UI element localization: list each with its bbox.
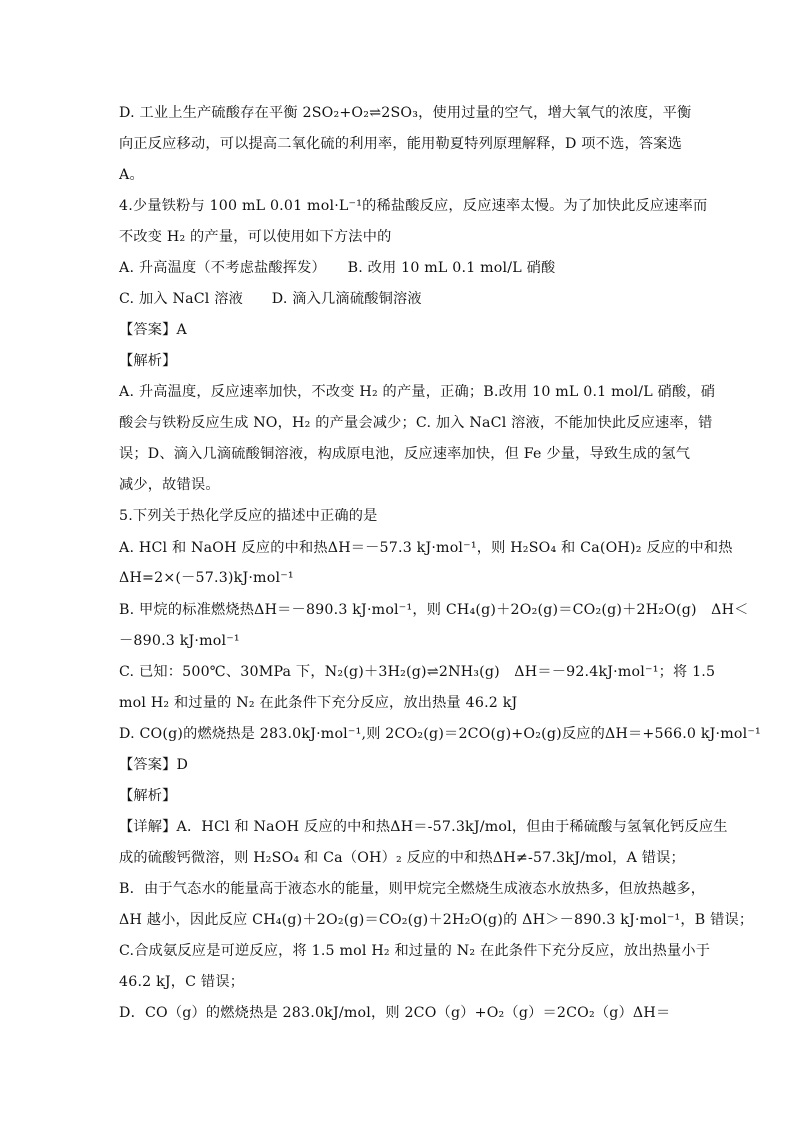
question-5-option-a: A. HCl 和 NaOH 反应的中和热ΔH＝－57.3 kJ·mol⁻¹，则 H₂SO₄ 和 Ca(OH)₂ 反应的中和热 [119,540,733,556]
text-line: 向正反应移动，可以提高二氧化硫的利用率，能用勒夏特列原理解释，D 项不选，答案选 [119,136,683,152]
detail-text: 46.2 kJ，C 错误； [119,974,245,990]
question-4-options: A. 升高温度（不考虑盐酸挥发） B. 改用 10 mL 0.1 mol/L 硝酸 [119,260,556,276]
question-4-stem: 4.少量铁粉与 100 mL 0.01 mol·L⁻¹的稀盐酸反应，反应速率太慢。为了加快此反应速率而 [119,198,708,214]
analysis-label: 【解析】 [119,788,177,804]
question-5-option-c: C. 已知：500℃、30MPa 下，N₂(g)＋3H₂(g)⇌2NH₃(g) ΔH＝－92.4kJ·mol⁻¹；将 1.5 [119,664,716,680]
detail-text: C.合成氨反应是可逆反应，将 1.5 mol H₂ 和过量的 N₂ 在此条件下充分反应，放出热量小于 [119,943,711,959]
detail-text: B．由于气态水的能量高于液态水的能量，则甲烷完全燃烧生成液态水放热多，但放热越多， [119,881,706,897]
question-5-option-c: mol H₂ 和过量的 N₂ 在此条件下充分反应，放出热量 46.2 kJ [119,695,518,711]
text-line: D. 工业上生产硫酸存在平衡 2SO₂+O₂⇌2SO₃，使用过量的空气，增大氧气的浓度，平衡 [119,105,692,121]
question-5-option-b: －890.3 kJ·mol⁻¹ [119,633,240,649]
detail-text: D．CO（g）的燃烧热是 283.0kJ/mol，则 2CO（g）+O₂（g）＝2CO₂（g）ΔH＝ [119,1005,671,1021]
question-5-option-d: D. CO(g)的燃烧热是 283.0kJ·mol⁻¹,则 2CO₂(g)＝2CO(g)+O₂(g)反应的ΔH＝+566.0 kJ·mol⁻¹ [119,726,761,742]
detail-text: 【详解】A．HCl 和 NaOH 反应的中和热ΔH＝-57.3kJ/mol，但由于稀硫酸与氢氧化钙反应生 [119,819,728,835]
analysis-text: 减少，故错误。 [119,477,220,493]
text-line: A。 [119,167,144,183]
detail-text: 成的硫酸钙微溶，则 H₂SO₄ 和 Ca（OH）₂ 反应的中和热ΔH≠-57.3kJ/mol，A 错误； [119,850,685,866]
analysis-text: 酸会与铁粉反应生成 NO，H₂ 的产量会减少；C. 加入 NaCl 溶液，不能加快此反应速率，错 [119,415,713,431]
analysis-label: 【解析】 [119,353,177,369]
question-5-option-b: B. 甲烷的标准燃烧热ΔH＝－890.3 kJ·mol⁻¹，则 CH₄(g)＋2O₂(g)＝CO₂(g)＋2H₂O(g) ΔH＜ [119,602,749,618]
answer-label: 【答案】A [119,322,187,338]
answer-label: 【答案】D [119,757,189,773]
question-4-options: C. 加入 NaCl 溶液 D. 滴入几滴硫酸铜溶液 [119,291,422,307]
question-4-stem: 不改变 H₂ 的产量，可以使用如下方法中的 [119,229,392,245]
detail-text: ΔH 越小，因此反应 CH₄(g)＋2O₂(g)＝CO₂(g)＋2H₂O(g)的 ΔH＞－890.3 kJ·mol⁻¹，B 错误； [119,912,754,928]
question-5-stem: 5.下列关于热化学反应的描述中正确的是 [119,508,378,524]
question-5-option-a: ΔH=2×(－57.3)kJ·mol⁻¹ [119,570,294,586]
analysis-text: 误；D、滴入几滴硫酸铜溶液，构成原电池，反应速率加快，但 Fe 少量，导致生成的氢气 [119,446,691,462]
analysis-text: A. 升高温度，反应速率加快，不改变 H₂ 的产量，正确；B.改用 10 mL 0.1 mol/L 硝酸，硝 [119,384,716,400]
